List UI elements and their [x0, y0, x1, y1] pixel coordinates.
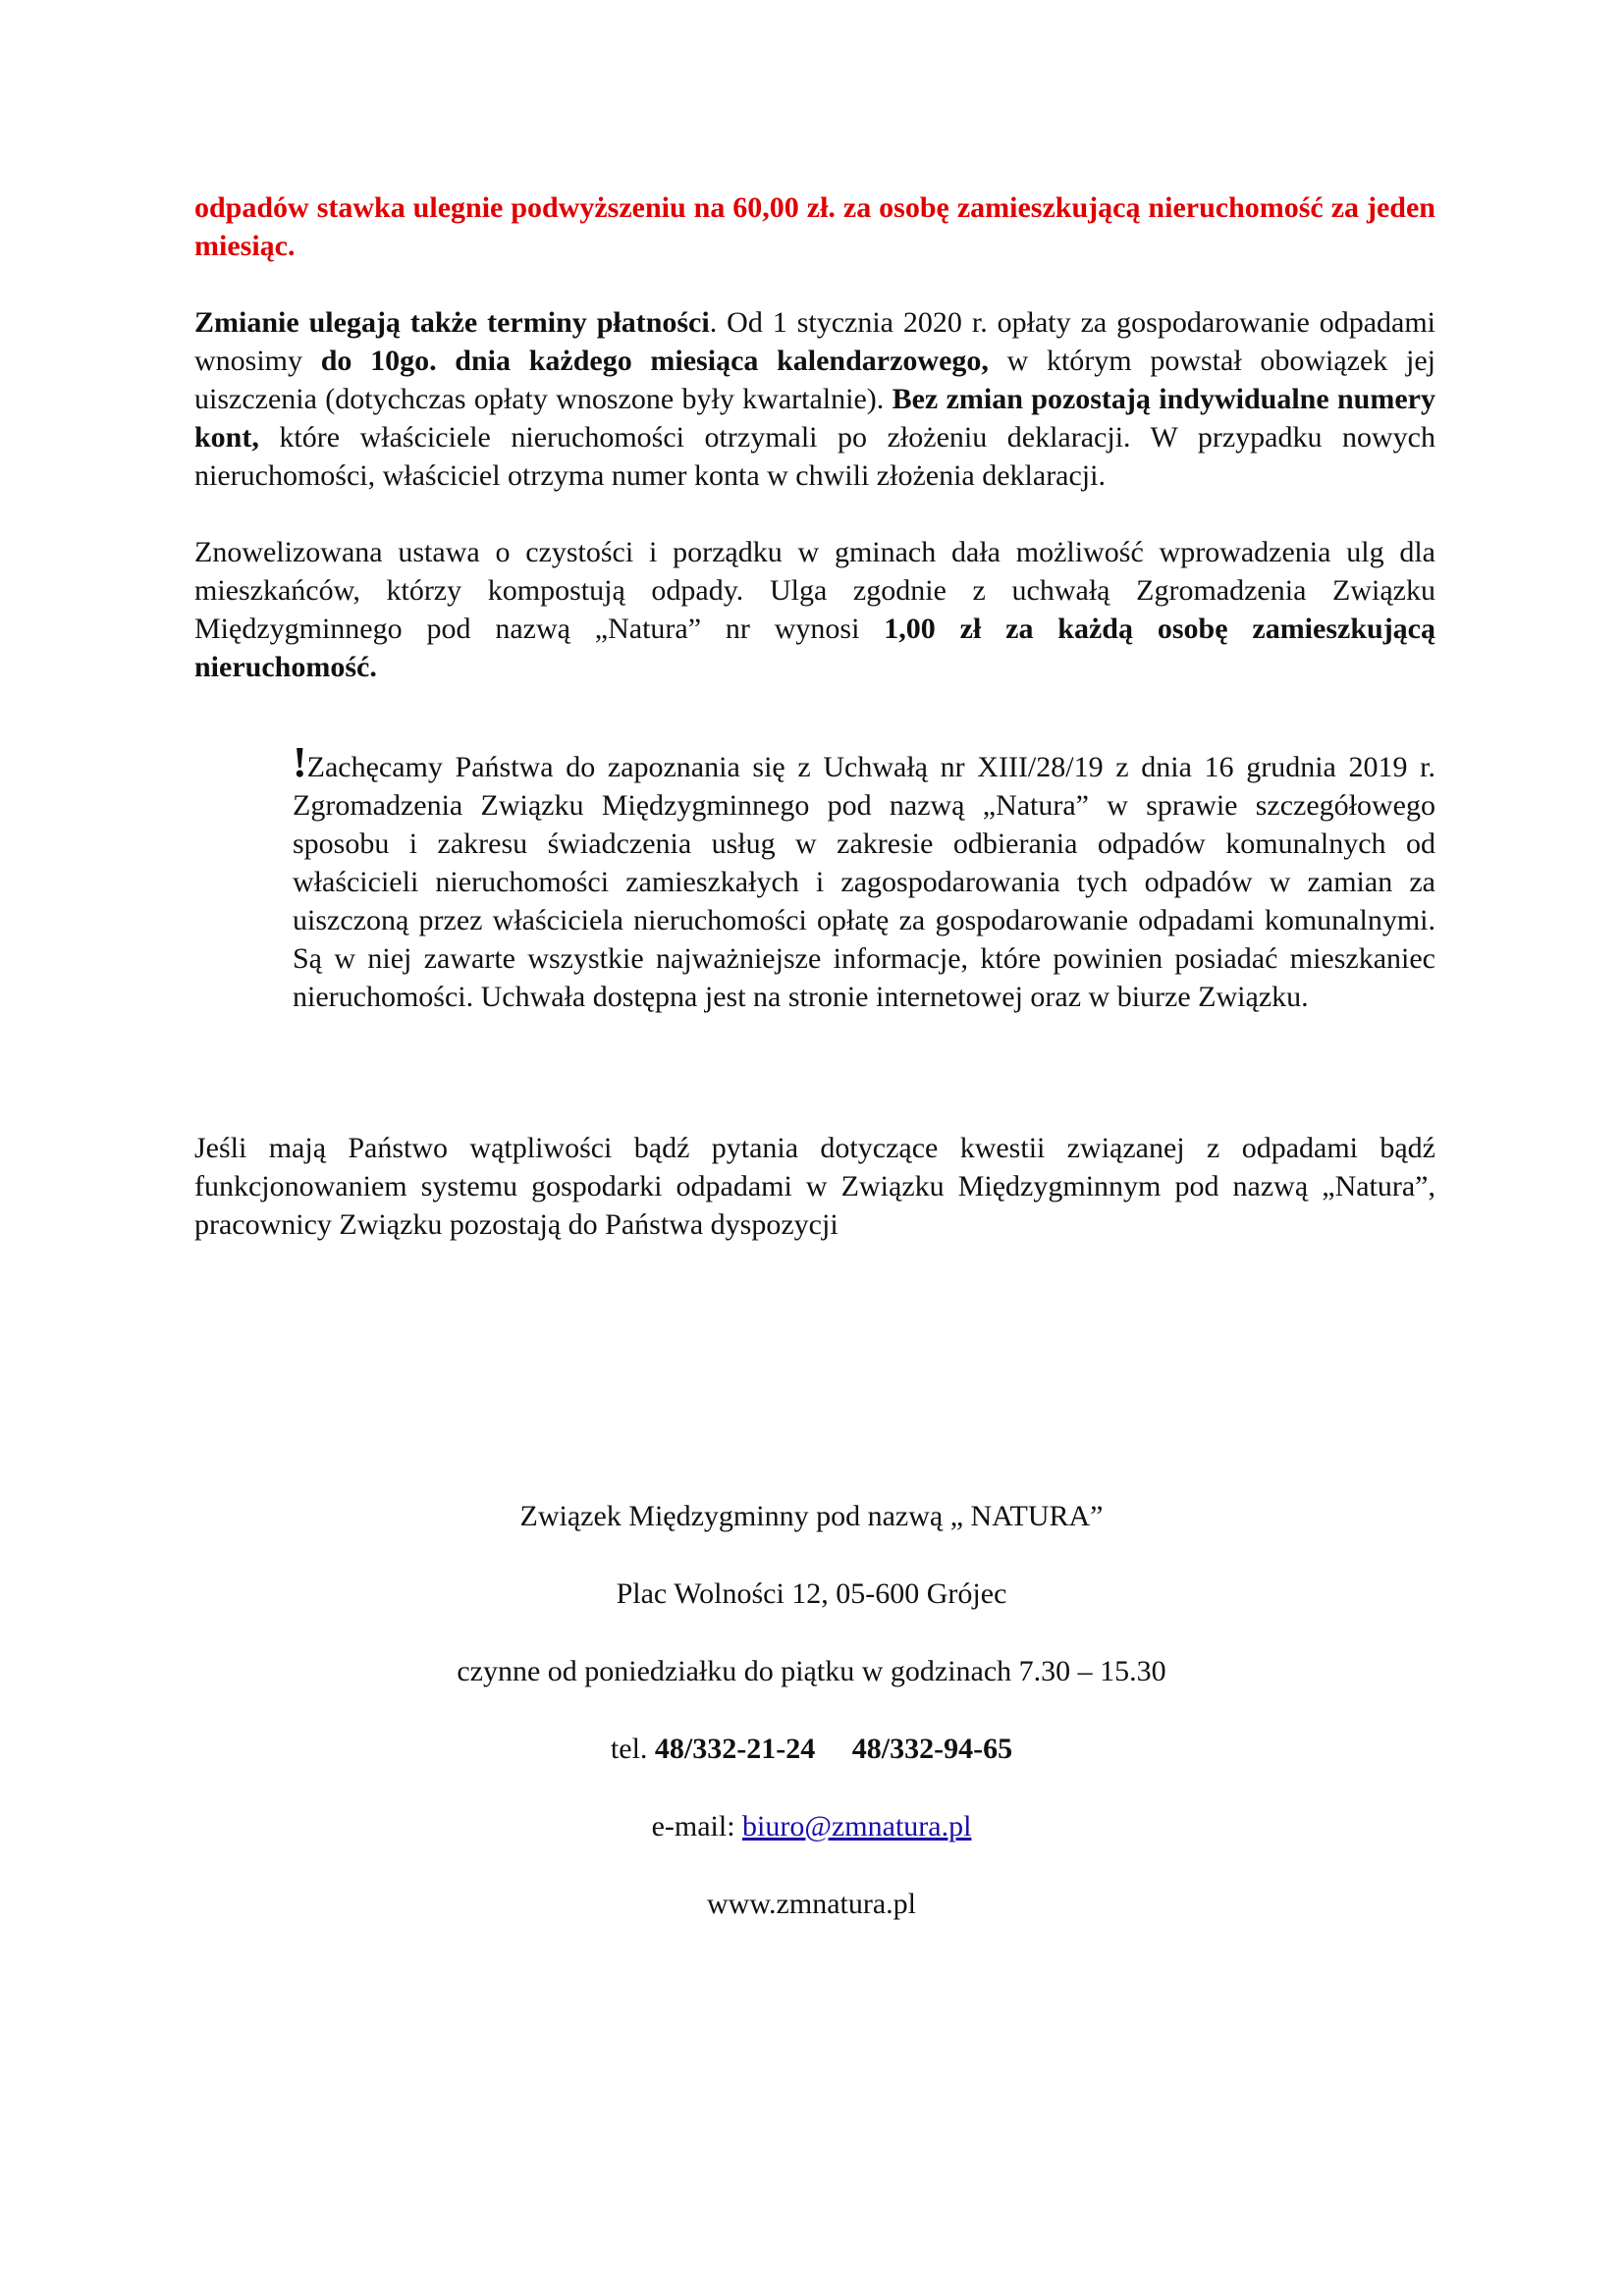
resolution-notice	[293, 738, 1435, 1016]
address: Plac Wolności 12, 05-600 Grójec	[616, 1577, 1007, 1610]
questions-paragraph: Jeśli mają Państwo wątpliwości bądź pytania dotyczące kwestii związanej z odpadami bądź funkcjonowaniem systemu gospodarki odpadami w Związku Międzygminnym pod nazwą „Natura”, pracownicy Związku pozostają do Państwa dyspozycji	[194, 1132, 1435, 1241]
organization-name: Związek Międzygminny pod nazwą „ NATURA”	[519, 1500, 1104, 1532]
compost-discount-amount: 1,00 zł za każdą osobę zamieszkującą nieruchomość.	[194, 613, 1435, 683]
website: www.zmnatura.pl	[707, 1888, 916, 1920]
phone-line: tel. 48/332-21-24 48/332-94-65	[610, 1733, 1013, 1765]
contact-block	[0, 1497, 1623, 1962]
phone-number-2: 48/332-94-65	[851, 1733, 1013, 1765]
payment-terms-paragraph: Zmianie ulegają także terminy płatności. Od 1 stycznia 2020 r. opłaty za gospodarowanie odpadami wnosimy do 10go. dnia każdego miesiąca kalendarzowego, w którym powstał obowiązek jej uiszczenia (dotychczas opłaty wnoszone były kwartalnie). Bez zmian pozostają indywidualne numery kont, które właściciele nieruchomości otrzymali po złożeniu deklaracji. W przypadku nowych nieruchomości, właściciel otrzyma numer konta w chwili złożenia deklaracji.	[194, 306, 1435, 492]
account-numbers-note: Bez zmian pozostają indywidualne numery kont,	[194, 383, 1435, 454]
exclamation-icon: !	[293, 738, 307, 786]
compost-discount-paragraph: Znowelizowana ustawa o czystości i porządku w gminach dała możliwość wprowadzenia ulg dla mieszkańców, którzy kompostują odpady. Ulga zgodnie z uchwałą Zgromadzenia Związku Międzygminnego pod nazwą „Natura” nr wynosi 1,00 zł za każdą osobę zamieszkującą nieruchomość.	[194, 536, 1435, 683]
email-line: e-mail: biuro@zmnatura.pl	[651, 1810, 972, 1842]
resolution-notice-text: Zachęcamy Państwa do zapoznania się z Uchwałą nr XIII/28/19 z dnia 16 grudnia 2019 r. Zgromadzenia Związku Międzygminnego pod nazwą „Natura” w sprawie szczegółowego sposobu i zakresu świadczenia usług w zakresie odbierania odpadów komunalnych od właścicieli nieruchomości zamieszkałych i zagospodarowania tych odpadów w zamian za uiszczoną przez właściciela nieruchomości opłatę za gospodarowanie odpadami komunalnymi. Są w niej zawarte wszystkie najważniejsze informacje, które powinien posiadać mieszkaniec nieruchomości. Uchwała dostępna jest na stronie internetowej oraz w biurze Związku.	[293, 751, 1435, 1013]
payment-terms-heading: Zmianie ulegają także terminy płatności	[194, 306, 710, 339]
payment-deadline: do 10go. dnia każdego miesiąca kalendarzowego,	[320, 345, 989, 377]
office-hours: czynne od poniedziałku do piątku w godzinach 7.30 – 15.30	[457, 1655, 1166, 1687]
document-body	[194, 188, 1435, 1244]
phone-number-1: 48/332-21-24	[654, 1733, 816, 1765]
email-link[interactable]: biuro@zmnatura.pl	[742, 1810, 972, 1842]
fee-increase-notice: odpadów stawka ulegnie podwyższeniu na 60,00 zł. za osobę zamieszkującą nieruchomość za jeden miesiąc.	[194, 191, 1435, 262]
